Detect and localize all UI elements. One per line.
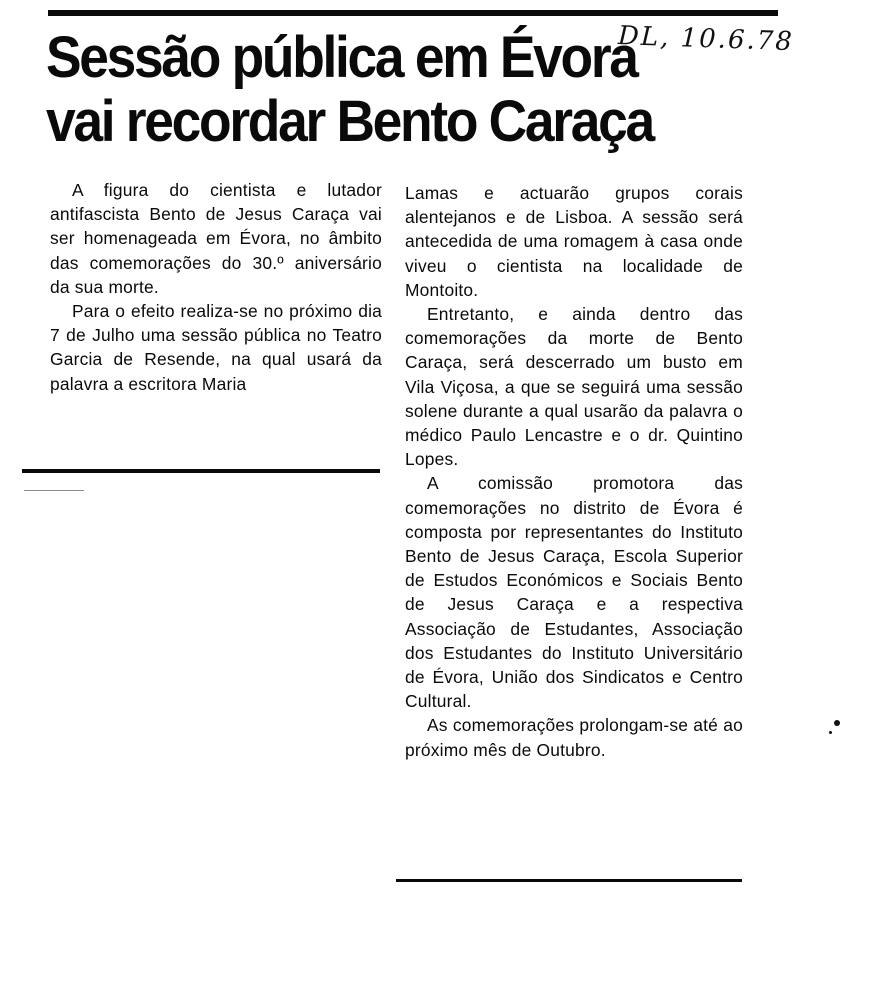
headline-line-1: Sessão pública em Évora (46, 25, 637, 90)
headline (46, 25, 653, 154)
ink-speck (834, 720, 840, 726)
article-column-right (405, 181, 743, 762)
paragraph: Lamas e actuarão grupos corais alentejanos e de Lisboa. A sessão será antecedida de uma romagem à casa onde viveu o cientista na localidade de Montoito. (405, 183, 743, 300)
headline-line-2: vai recordar Bento Caraça (46, 89, 653, 154)
paragraph: As comemorações prolongam-se até ao próximo mês de Outubro. (405, 715, 743, 760)
article-column-left (50, 178, 382, 396)
paragraph: A comissão promotora das comemorações no distrito de Évora é composta por representantes do Instituto Bento de Jesus Caraça, Escola Superior de Estudos Económicos e Sociais Bento de Jesus Caraça e a respectiva Associação de Estudantes, Associação dos Estudantes do Instituto Universitário de Évora, União dos Sindicatos e Centro Cultural. (405, 473, 743, 712)
top-rule (48, 10, 778, 16)
handwritten-date-note: DL, 10.6.78 (617, 21, 795, 58)
article-end-rule (396, 879, 742, 882)
ink-speck (829, 731, 832, 734)
thin-rule (24, 490, 84, 491)
column-end-rule (22, 469, 380, 473)
paragraph: Entretanto, e ainda dentro das comemorações da morte de Bento Caraça, será descerrado um busto em Vila Viçosa, a que se seguirá uma sessão solene durante a qual usarão da palavra o médico Paulo Lencastre e o dr. Quintino Lopes. (405, 304, 743, 470)
paragraph: A figura do cientista e lutador antifascista Bento de Jesus Caraça vai ser homenageada em Évora, no âmbito das comemorações do 30.º aniversário da sua morte. (50, 180, 382, 297)
paragraph: Para o efeito realiza-se no próximo dia 7 de Julho uma sessão pública no Teatro Garcia de Resende, na qual usará da palavra a escritora Maria (50, 301, 382, 394)
